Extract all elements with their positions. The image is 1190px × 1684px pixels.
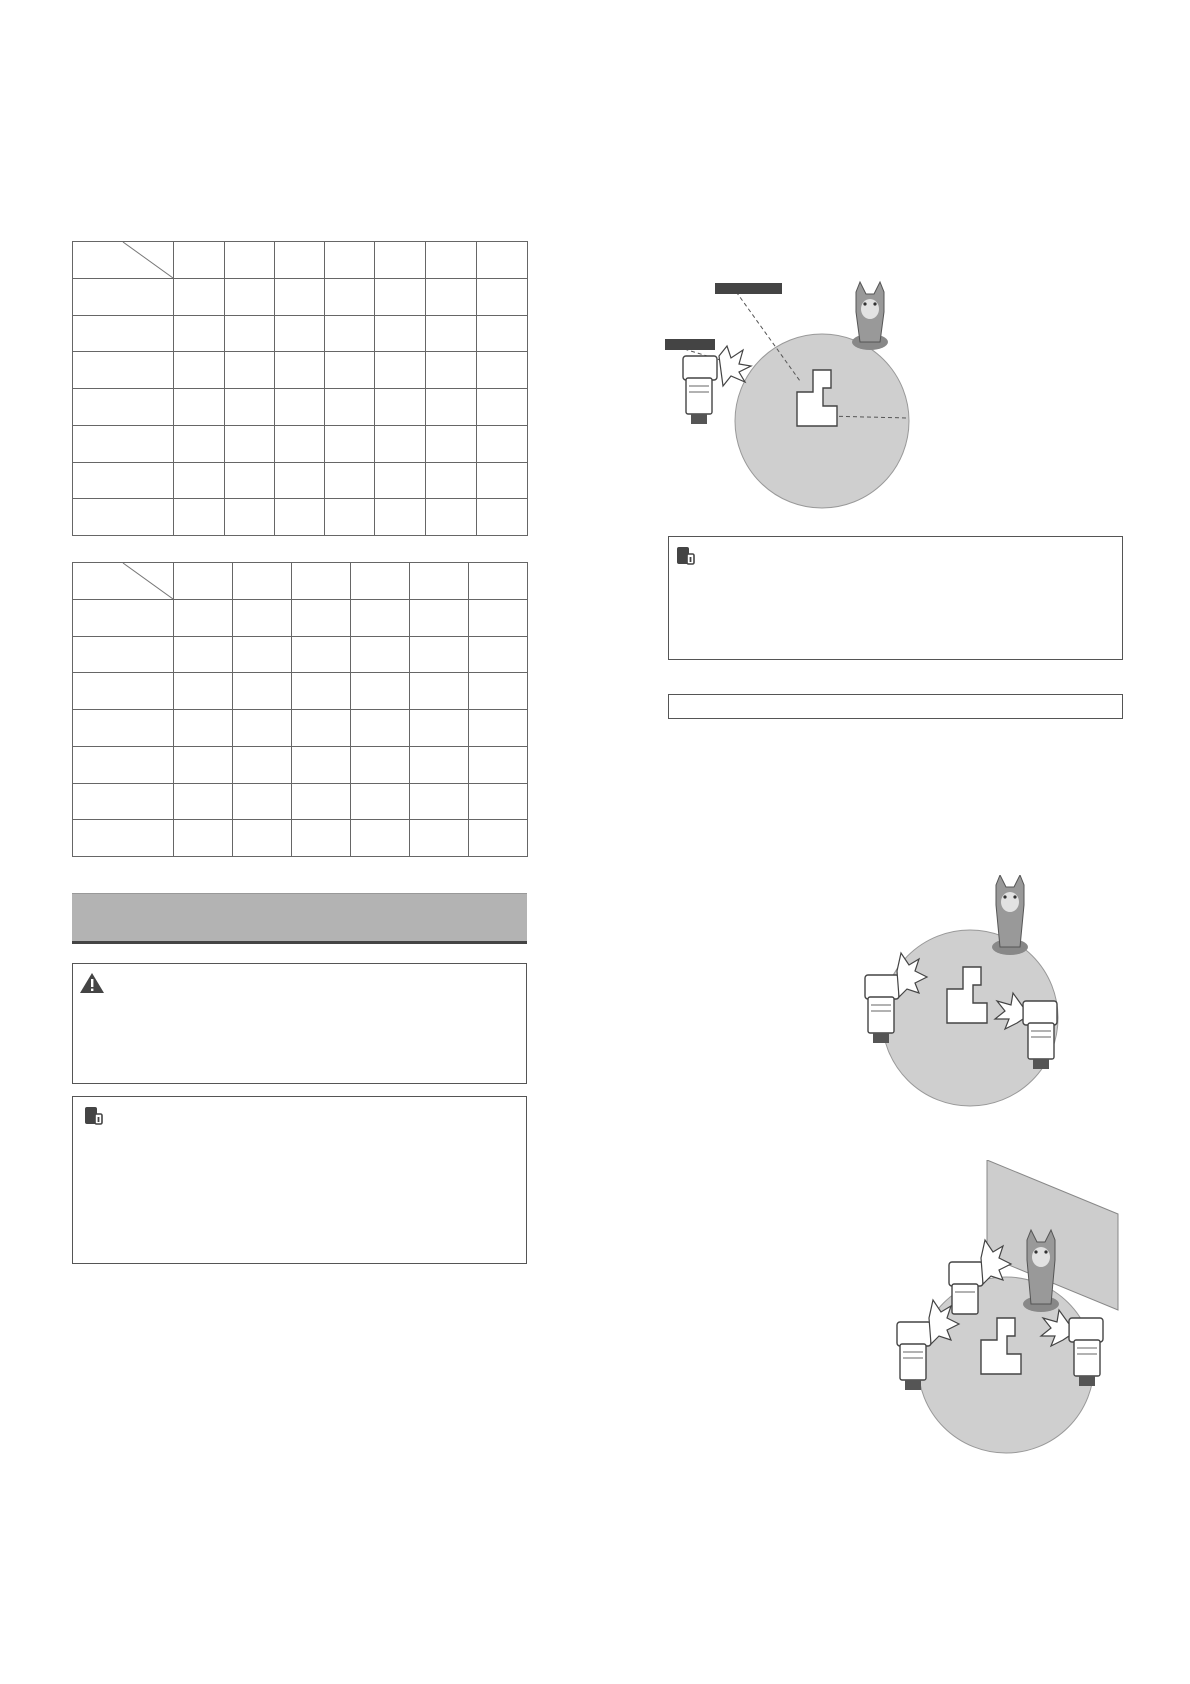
table-row: [73, 462, 528, 499]
table-row: [73, 499, 528, 536]
table-a: [72, 241, 528, 536]
table-row: [73, 600, 528, 637]
note-box-right: [668, 536, 1123, 660]
memo-note-icon: [83, 1105, 105, 1132]
table-a-corner-cell: [73, 242, 174, 279]
two-remote-flash-diagram: [855, 875, 1080, 1107]
table-row: [73, 783, 528, 820]
table-row: [73, 746, 528, 783]
table-b: [72, 562, 528, 857]
table-row: [73, 352, 528, 389]
table-row: [73, 279, 528, 316]
caution-box: [72, 963, 527, 1084]
label-tag: [715, 283, 782, 294]
table-row: [73, 389, 528, 426]
warning-triangle-icon: [79, 972, 105, 999]
table-row: [73, 673, 528, 710]
single-remote-flash-diagram: [665, 278, 925, 513]
note-box-left: [72, 1096, 527, 1264]
info-strip-box: [668, 694, 1123, 719]
section-heading-bar: [72, 893, 527, 944]
table-row: [73, 315, 528, 352]
table-row: [73, 425, 528, 462]
three-remote-flash-wall-diagram: [893, 1160, 1128, 1460]
table-row: [73, 820, 528, 857]
table-row: [73, 636, 528, 673]
memo-note-icon: [675, 545, 697, 572]
table-b-corner-cell: [73, 563, 174, 600]
table-row: [73, 710, 528, 747]
label-tag: [665, 339, 715, 350]
